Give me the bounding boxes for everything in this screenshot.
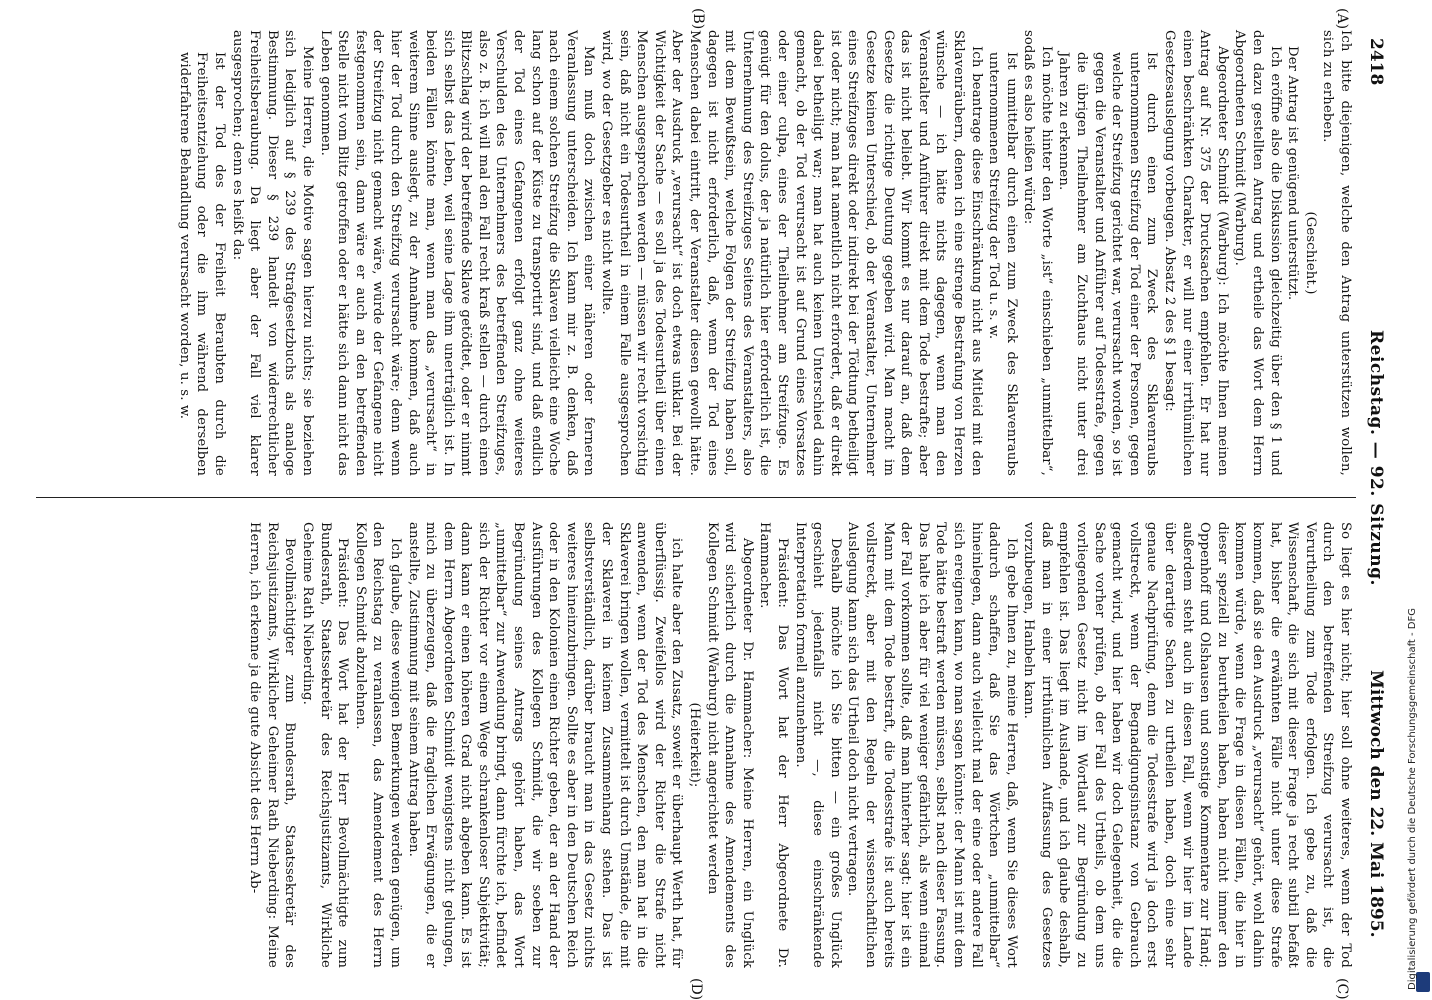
paragraph: Ich glaube, diese wenigen Bemerkungen werden genügen, um den Reichstag zu veranlassen, das Amendement des Herrn Kollegen Schmidt abzulehnen. [352,522,403,968]
paragraph: Ich bitte diejenigen, welche den Antrag unterstützen wollen, sich zu erheben. [1320,30,1353,476]
paragraph: Der Antrag ist genügend unterstützt. [1285,46,1301,301]
paragraph: Ich gebe Ihnen zu, meine Herren, daß, wenn Sie dieses Wort dadurch schaffen, daß Sie das Wörtchen „unmittelbar“ hineinlegen, dann auch vielleicht mal der eine oder andere Fall sich ereignen kann, wo man sagen könnte: der Mann ist mit dem Tode hätte bestraft werden müssen, selbst nach dieser Fassung. Das halte ich aber für viel weniger gefährlich, als wenn einmal der Fall vorkommen sollte, daß man hinterher sagt: hier ist ein Mann mit dem Tode bestraft, die Todesstrafe ist auch bereits vollstreckt, aber mit den Regeln der wissenschaftlichen Auslegung kann sich das Urtheil doch nicht vertragen. [845,522,1019,968]
paragraph: ich halte aber den Zusatz, soweit er überhaupt Werth hat, für überflüssig. Zweifellos wird der Richter die Strafe nicht anwenden, wenn der Tod des Menschen, den man hat in die Sklaverei bringen wollen, vermittelt ist durch Umstände, die mit der Sklaverei in keinem Zusammenhang stehen. Das ist selbstverständlich, darüber braucht man in das Gesetz nichts weiteres hineinzubringen. Sollte es aber in den Deutschen Reich oder in den Kolonien einen Richter geben, der an der Hand der Ausführungen des Kollegen Schmidt, die wir soeben zur Begründung seines Antrags gehört haben, das Wort „unmittelbar“ zur Anwendung bringt, dann fürchte ich, befindet sich der Richter vor einem Wege schrankenloser Subjektivität; dann kann er einen höheren Grad nicht abgeben kann. Es ist dem Herrn Abgeordneten Schmidt wenigstens nicht gelungen, mich zu überzeugen, daß die fraglichen Erwägungen, die er anstellte, Zustimmung mit seinem Antrag haben. [405,522,685,968]
paragraph: Abgeordneter Dr. Hammacher: Meine Herren, ein Unglück wird sicherlich durch die Annahme des Amendements des Kollegen Schmidt (Warburg) nicht angerichtet werden [704,522,755,968]
paragraph: Ist durch einen zum Zweck des Sklavenraubs unternommenen Streifzug der Tod einer der Personen, gegen welche der Streifzug gerichtet war, verursacht worden, so ist gegen die Veranstalter und Anführer auf Todesstrafe, gegen die übrigen Theilnehmer am Zuchthaus nicht unter drei Jahren zu erkennen. [1056,52,1160,476]
paragraph: Bevollmächtigter zum Bundesrath, Staatssekretär des Reichsjustizamts, Wirklicher Geheimer Rath Nieberding: Meine Herren, ich erkenne ja die gute Absicht des Herrn Ab- [247,522,298,968]
paragraph: Ich eröffne also die Diskussion gleichzeitig über den § 1 und den dazu gestellten Antrag und ertheile das Wort dem Herrn Abgeordneten Schmidt (Warburg). [1232,30,1283,476]
paragraph: Meine Herren, die Motive sagen hierzu nichts; sie beziehen sich lediglich auf § 239 des Strafgesetzbuchs als analoge Bestimmung. Dieser § 239 handelt von widerrechtlicher Freiheitsberaubung. Da liegt aber der Fall viel klarer ausgesprochen; denn es heißt da: [229,30,315,476]
paragraph: Abgeordneter Schmidt (Warburg): Ich möchte Ihnen meinen Antrag auf Nr. 375 der Drucksachen empfehlen. Er hat nur einen beschränkten Charakter, er will nur einer irrthümlichen Gesetzesauslegung vorbeugen. Absatz 2 des § 1 besagt: [1162,30,1230,476]
margin-mark-d: (D) [688,978,704,1000]
margin-mark-c: (C) [1334,978,1350,1000]
column-divider [36,497,1356,498]
header-date: Mittwoch den 22. Mai 1895. [1366,670,1386,938]
paragraph: So liegt es hier nicht; hier soll ohne weiteres, wenn der Tod durch den betreffenden Streifzug verursacht ist, die Verurtheilung zum Tode erfolgen. Ich gebe zu, daß die Wissenschaft, die sich mit dieser Frage ja recht subtil befaßt hat, bisher die erwähnten Fälle nicht unter diese Strafe kommen, daß sie den Ausdruck „verursacht“ gehört, wohl dahin kommen würde, wenn die Frage in diesen Fällen, die hier in dieser speziell zu beurtheilen haben, haben nicht immer den Oppenhoff und Olshausen und sonstige Kommentare zur Hand; außerdem steht auch in diesen Fall, wenn wir hier im Lande über derartige Sachen zu urtheilen haben, doch eine sehr genaue Nachprüfung, denn die Todesstrafe wird ja doch erst vollstreckt, wenn der Begnadigungsinstanz von Gebrauch gemacht wird, und hier haben wir doch Gelegenheit, die die Sache vorher prüfen, ob der Fall des Urtheils, ob dem uns vorliegenden Gesetz nicht im Wortlaut zur Begründung zu empfehlen ist. Das liegt im Auslande, und ich glaube deshalb, daß man in einer irrthümlichen Auffassung des Gesetzes vorzubeugen, Hanbeln kann. [1021,522,1353,968]
page-number: 2418 [1366,38,1386,86]
paragraph: Ist unmittelbar durch einen zum Zweck des Sklavenraubs unternommenen Streifzug der Tod u. s. w. [986,52,1019,476]
paragraph: Ich möchte hinter den Worte „ist“ einschieben „unmittelbar“, sodaß es also heißen würde: [1021,30,1054,476]
paragraph: (Heiterkeit); [687,702,703,788]
paragraph: (Geschieht.) [1302,211,1318,295]
paragraph: Präsident: Das Wort hat der Herr Abgeordnete Dr. Hammacher. [757,522,790,968]
left-text-column [175,30,1354,476]
paragraph: Präsident: Das Wort hat der Herr Bevollmächtigte zum Bundesrath, Staatssekretär des Reichsjustizamts, Wirkliche Geheime Rath Nieberding. [299,522,351,968]
right-text-column [246,522,1354,968]
digitization-credit: Digitalisierung gefördert durch die Deutsche Forschungsgemeinschaft - DFG [1407,607,1418,990]
dfg-logo-icon [1416,972,1430,992]
paragraph: Man muß doch zwischen einer näheren oder ferneren Veranlassung unterscheiden. Ich kann mir z. B. denken, daß nach einem solchen Streifzug die Sklaven vielleicht eine Woche lang schon auf der Küste zu transportirt sind, und daß endlich der Tod eines Gefangenen erfolgt ganz ohne weiteres Verschulden des Unternehmers des betreffenden Streifzuges, also z. B. ich will mal den Fall recht kraß stellen — durch einen Blitzschlag wird der betreffende Sklave getödtet, oder er nimmt sich selbst das Leben, weil seine Lage ihm unerträglich ist. In beiden Fällen könnte man, wenn man das „verursacht“ in weiterem Sinne auslegt, zu der Annahme kommen, daß auch hier der Tod durch den Streifzug verursacht wäre; denn wenn der Streifzug nicht gemacht wäre, würde der Gefangene nicht festgenommen sein, dann wäre er auch an den betreffenden Stelle nicht vom Blitz getroffen oder er hätte sich dann nicht das Leben genommen. [317,30,597,476]
margin-mark-b: (B) [690,8,706,30]
page-header [1358,30,1392,970]
paragraph: Ich beantrage diese Einschränkung nicht aus Mitleid mit den Sklavenräubern, denen ich eine strenge Bestrafung von Herzen wünsche — ich hätte nichts dagegen, wenn man den Veranstalter und Anführer direkt mit dem Tode bestrafte; aber das ist nicht beliebt. Wir kommt es nur darauf an, daß dem Gesetze die richtige Deutung gegeben wird. Man macht im Gesetze keinen Unterschied, ob der Veranstalter, Unternehmer eines Streifzuges direkt oder indirekt bei der Tödtung betheiligt ist oder nicht; man hat namentlich nicht erfordert, daß er direkt dabei betheiligt war; man hat auch keinen Unterschied dahin gemacht, ob der Tod verursacht ist auf Grund eines Vorsatzes oder einer culpa, eines der Theilnehmer am Streifzuge. Es genügt für den dolus, der ja natürlich hier erforderlich ist, die Unternehmung des Streifzuges Seitens des Veranstalters, also mit dem Bewußtsein, welche Folgen der Streifzug haben soll, dagegen ist nicht erforderlich, daß, wenn der Tod eines Menschen dabei eintritt, der Veranstalter diesen gewollt hätte. Aber der Ausdruck „verursacht“ ist doch etwas unklar. Bei der Wichtigkeit der Sache — es soll ja des Todesurtheil über einen Menschen ausgesprochen werden — müssen wir recht vorsichtig sein, daß nicht ein Todesurtheil in einem Falle ausgesprochen wird, wo der Gesetzgeber es nicht wollte. [599,30,984,476]
header-title: Reichstag. — 92. Sitzung. [1366,330,1386,586]
paragraph: Ist der Tod des der Freiheit Beraubten durch die Freiheitsentziehung oder die ihm während derselben widerfahrene Behandlung verursacht worden, u. s. w. [176,52,227,476]
paragraph: Deshalb möchte ich Sie bitten — ein großes Unglück geschieht jedenfalls nicht —, diese einschränkende Interpretation formell anzunehmen. [792,522,843,968]
margin-mark-a: (A) [1334,8,1350,30]
